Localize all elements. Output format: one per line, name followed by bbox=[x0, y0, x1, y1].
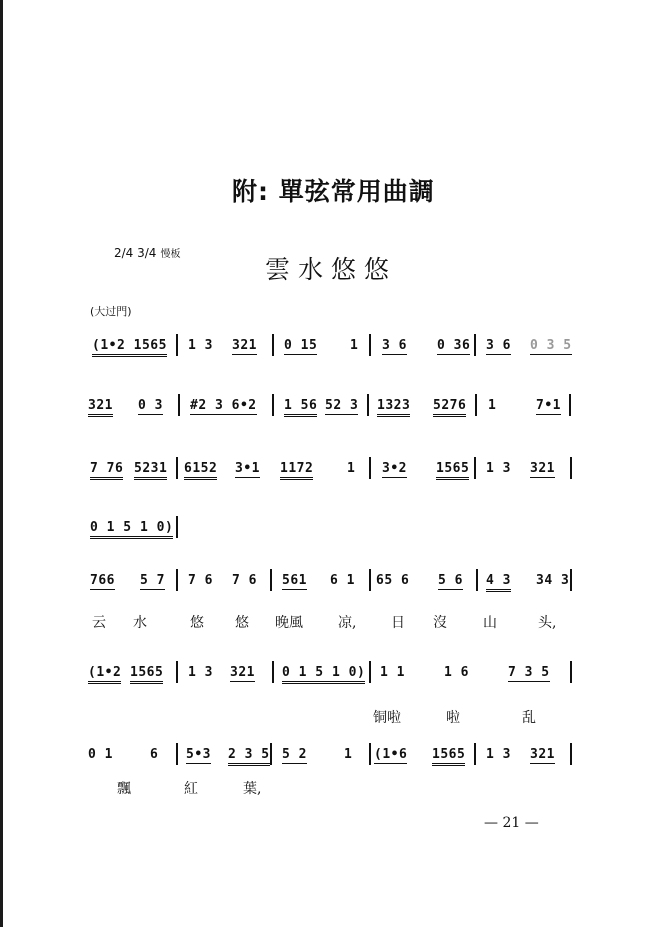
notation-group: 1 6 bbox=[444, 665, 469, 680]
lyric: 飄 bbox=[117, 781, 131, 797]
bar-line bbox=[270, 569, 272, 591]
notation-group: 3 6 bbox=[486, 338, 511, 353]
bar-line bbox=[369, 743, 371, 765]
score-line-4 bbox=[0, 520, 656, 540]
notation-group: 1565 bbox=[436, 461, 469, 480]
bar-line bbox=[178, 394, 180, 416]
lyrics-line-2 bbox=[0, 707, 656, 727]
lyric: 紅 bbox=[184, 781, 198, 797]
notation-group: 1 bbox=[347, 461, 356, 476]
tempo-marking: 慢板 bbox=[160, 249, 181, 260]
bar-line bbox=[474, 743, 476, 765]
lyric: 沒 bbox=[433, 615, 447, 631]
notation-group: 5 6 bbox=[438, 573, 463, 588]
notation-group: 561 bbox=[282, 573, 307, 588]
lyric: 头, bbox=[538, 615, 557, 631]
score-line-6 bbox=[0, 665, 656, 685]
lyric: 云 bbox=[92, 615, 106, 631]
notation-group: (1•2 1565 bbox=[92, 338, 167, 357]
bar-line bbox=[270, 743, 272, 765]
notation-group: 4 3 bbox=[486, 573, 511, 592]
notation-group: 0 3 5 bbox=[530, 338, 572, 353]
notation-group: 5 7 bbox=[140, 573, 165, 588]
notation-group: 5276 bbox=[433, 398, 466, 417]
notation-group: 3 6 bbox=[382, 338, 407, 353]
notation-group: 0 1 5 1 0) bbox=[282, 665, 365, 684]
notation-group: 7 76 bbox=[90, 461, 123, 480]
notation-group: 0 36 bbox=[437, 338, 471, 353]
notation-group: 3•2 bbox=[382, 461, 407, 476]
bar-line bbox=[369, 661, 371, 683]
bar-line bbox=[474, 334, 476, 356]
notation-group: 1323 bbox=[377, 398, 410, 417]
notation-group: 1172 bbox=[280, 461, 313, 480]
notation-group: (1•2 bbox=[88, 665, 121, 684]
notation-group: 52 3 bbox=[325, 398, 359, 413]
notation-group: 1 3 bbox=[188, 665, 213, 680]
page-number: — 21 — bbox=[484, 815, 539, 831]
lyric: 水 bbox=[133, 615, 147, 631]
notation-group: 0 15 bbox=[284, 338, 318, 353]
notation-group: #2 3 6•2 bbox=[190, 398, 257, 413]
notation-group: 5 2 bbox=[282, 747, 307, 762]
notation-group: 7 3 5 bbox=[508, 665, 550, 680]
notation-group: 321 bbox=[230, 665, 255, 680]
lyric: 山 bbox=[483, 615, 497, 631]
bar-line bbox=[369, 334, 371, 356]
lyric: 葉, bbox=[243, 781, 262, 797]
notation-group: 7 6 bbox=[188, 573, 213, 588]
notation-group: 321 bbox=[88, 398, 113, 417]
bar-line bbox=[369, 457, 371, 479]
bar-line bbox=[367, 394, 369, 416]
score-line-1 bbox=[0, 338, 656, 358]
notation-group: 321 bbox=[530, 461, 555, 476]
notation-group: 1 56 bbox=[284, 398, 317, 417]
notation-group: 65 6 bbox=[376, 573, 410, 588]
notation-group: 2 3 5 bbox=[228, 747, 270, 766]
time-signature bbox=[114, 247, 180, 261]
lyric: 铜啦 bbox=[373, 710, 401, 726]
notation-group: 0 1 5 1 0) bbox=[90, 520, 173, 539]
lyric: 啦 bbox=[446, 710, 460, 726]
notation-group: 0 1 bbox=[88, 747, 113, 762]
lyric: 凉, bbox=[338, 615, 357, 631]
notation-group: 1 1 bbox=[380, 665, 405, 680]
bar-line bbox=[570, 743, 572, 765]
meter-value: 2/4 3/4 bbox=[114, 246, 157, 260]
score-line-2 bbox=[0, 398, 656, 418]
bar-line bbox=[272, 661, 274, 683]
notation-group: 6 1 bbox=[330, 573, 355, 588]
notation-group: 1565 bbox=[432, 747, 465, 766]
notation-group: 7•1 bbox=[536, 398, 561, 413]
score-line-7 bbox=[0, 747, 656, 767]
notation-group: 1 3 bbox=[188, 338, 213, 353]
notation-group: 1 3 bbox=[486, 747, 511, 762]
notation-group: 1 bbox=[344, 747, 353, 762]
notation-group: 1 bbox=[488, 398, 497, 413]
bar-line bbox=[570, 457, 572, 479]
lyric: 晚風 bbox=[275, 615, 303, 631]
score-line-5 bbox=[0, 573, 656, 593]
bar-line bbox=[272, 334, 274, 356]
notation-group: 0 3 bbox=[138, 398, 163, 413]
bar-line bbox=[569, 394, 571, 416]
notation-group: 7 6 bbox=[232, 573, 257, 588]
notation-group: 766 bbox=[90, 573, 115, 588]
notation-group: 1 bbox=[350, 338, 359, 353]
bar-line bbox=[176, 569, 178, 591]
bar-line bbox=[272, 394, 274, 416]
bar-line bbox=[476, 569, 478, 591]
notation-group: 6152 bbox=[184, 461, 217, 480]
section-title: 附: 單弦常用曲調 bbox=[232, 177, 435, 206]
bar-line bbox=[570, 661, 572, 683]
notation-group: (1•6 bbox=[374, 747, 408, 762]
bar-line bbox=[369, 569, 371, 591]
bar-line bbox=[176, 743, 178, 765]
notation-group: 34 3 bbox=[536, 573, 570, 588]
bar-line bbox=[176, 334, 178, 356]
bar-line bbox=[176, 516, 178, 538]
intro-label: (大过門) bbox=[90, 305, 132, 318]
bar-line bbox=[475, 394, 477, 416]
score-line-3 bbox=[0, 461, 656, 481]
lyrics-line-3 bbox=[0, 778, 656, 798]
song-title: 雲水悠悠 bbox=[265, 255, 398, 284]
lyric: 悠 bbox=[235, 615, 249, 631]
lyric: 乱 bbox=[522, 710, 536, 726]
notation-group: 321 bbox=[530, 747, 555, 762]
notation-group: 6 bbox=[150, 747, 159, 762]
lyrics-line-1 bbox=[0, 612, 656, 632]
bar-line bbox=[176, 661, 178, 683]
bar-line bbox=[176, 457, 178, 479]
notation-group: 5231 bbox=[134, 461, 167, 480]
lyric: 悠 bbox=[190, 615, 204, 631]
lyric: 日 bbox=[391, 615, 405, 631]
notation-group: 5•3 bbox=[186, 747, 211, 762]
notation-group: 3•1 bbox=[235, 461, 260, 476]
notation-group: 321 bbox=[232, 338, 257, 353]
notation-group: 1565 bbox=[130, 665, 163, 684]
notation-group: 1 3 bbox=[486, 461, 511, 476]
bar-line bbox=[570, 569, 572, 591]
bar-line bbox=[474, 457, 476, 479]
